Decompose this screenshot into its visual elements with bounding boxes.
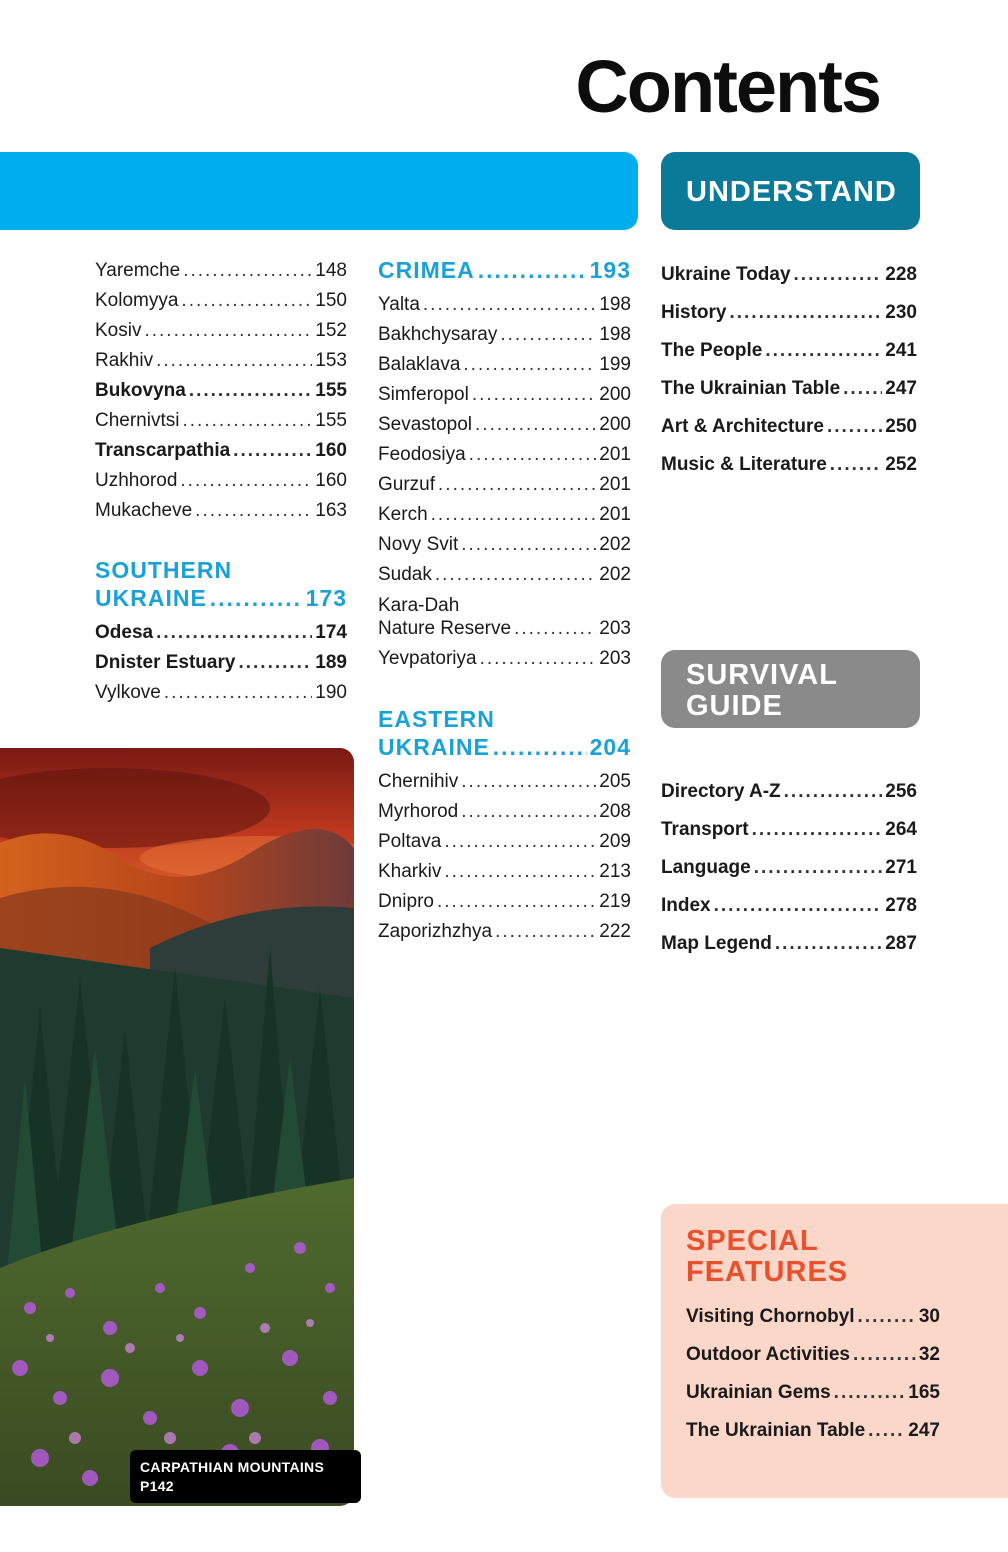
- toc-column-1: [95, 256, 347, 708]
- survival-guide-heading: SURVIVAL GUIDE: [661, 650, 920, 728]
- toc-entry[interactable]: Index ..... 278: [661, 887, 917, 925]
- special-features-box: [661, 1204, 1008, 1498]
- toc-entry[interactable]: Chernivtsi ..... 155: [95, 406, 347, 436]
- toc-entry[interactable]: Kolomyya ..... 150: [95, 286, 347, 316]
- toc-entry[interactable]: Ukrainian Gems ..... 165: [686, 1374, 940, 1412]
- toc-entry[interactable]: Feodosiya ..... 201: [378, 440, 631, 470]
- toc-entry[interactable]: Yevpatoriya ..... 203: [378, 644, 631, 674]
- understand-heading: UNDERSTAND: [661, 152, 920, 230]
- toc-entry[interactable]: Bukovyna ..... 155: [95, 376, 347, 406]
- toc-entry[interactable]: Odesa ..... 174: [95, 618, 347, 648]
- understand-list: [661, 256, 917, 484]
- toc-entry[interactable]: Language ..... 271: [661, 849, 917, 887]
- toc-entry[interactable]: Chernihiv ..... 205: [378, 767, 631, 797]
- toc-entry[interactable]: Bakhchysaray ..... 198: [378, 320, 631, 350]
- toc-entry[interactable]: Kerch ..... 201: [378, 500, 631, 530]
- toc-entry[interactable]: Myrhorod ..... 208: [378, 797, 631, 827]
- toc-entry[interactable]: Dnipro ..... 219: [378, 887, 631, 917]
- toc-entry[interactable]: Balaklava ..... 199: [378, 350, 631, 380]
- toc-entry[interactable]: Visiting Chornobyl ..... 30: [686, 1298, 940, 1336]
- toc-column-2: [378, 256, 631, 947]
- toc-entry[interactable]: Ukraine Today ..... 228: [661, 256, 917, 294]
- toc-entry[interactable]: Music & Literature ..... 252: [661, 446, 917, 484]
- toc-entry[interactable]: Simferopol ..... 200: [378, 380, 631, 410]
- toc-entry[interactable]: Rakhiv ..... 153: [95, 346, 347, 376]
- page-title: Contents: [575, 45, 880, 128]
- toc-entry[interactable]: Novy Svit ..... 202: [378, 530, 631, 560]
- toc-entry[interactable]: Uzhhorod ..... 160: [95, 466, 347, 496]
- toc-entry[interactable]: The Ukrainian Table ..... 247: [661, 370, 917, 408]
- toc-entry[interactable]: Map Legend ..... 287: [661, 925, 917, 963]
- toc-entry[interactable]: Vylkove ..... 190: [95, 678, 347, 708]
- toc-entry[interactable]: The Ukrainian Table ..... 247: [686, 1412, 940, 1450]
- toc-entry[interactable]: Directory A-Z ..... 256: [661, 773, 917, 811]
- toc-entry[interactable]: Transcarpathia ..... 160: [95, 436, 347, 466]
- photo-caption[interactable]: CARPATHIAN MOUNTAINS P142: [130, 1450, 361, 1503]
- toc-entry[interactable]: Gurzuf ..... 201: [378, 470, 631, 500]
- toc-entry[interactable]: Yaremche ..... 148: [95, 256, 347, 286]
- toc-entry[interactable]: Kara-Dah Nature Reserve ..... 203: [378, 594, 631, 640]
- toc-entry[interactable]: Kosiv ..... 152: [95, 316, 347, 346]
- toc-entry[interactable]: Yalta ..... 198: [378, 290, 631, 320]
- special-features-heading: SPECIAL FEATURES: [686, 1225, 849, 1288]
- toc-entry[interactable]: Outdoor Activities ..... 32: [686, 1336, 940, 1374]
- toc-entry[interactable]: Sevastopol ..... 200: [378, 410, 631, 440]
- toc-entry[interactable]: Transport ..... 264: [661, 811, 917, 849]
- section-heading-crimea[interactable]: CRIMEA ..... 193: [378, 256, 631, 284]
- survival-guide-list: [661, 773, 917, 963]
- toc-entry[interactable]: Poltava ..... 209: [378, 827, 631, 857]
- toc-entry[interactable]: Dnister Estuary ..... 189: [95, 648, 347, 678]
- landscape-illustration: [0, 748, 354, 1506]
- toc-entry[interactable]: Kharkiv ..... 213: [378, 857, 631, 887]
- section-heading-eastern-ukraine[interactable]: EASTERN UKRAINE ..... 204: [378, 705, 631, 761]
- blue-header-bar: [0, 152, 638, 230]
- carpathian-mountains-photo: [0, 748, 354, 1506]
- toc-entry[interactable]: History ..... 230: [661, 294, 917, 332]
- toc-entry[interactable]: The People ..... 241: [661, 332, 917, 370]
- toc-entry[interactable]: Sudak ..... 202: [378, 560, 631, 590]
- toc-entry[interactable]: Mukacheve ..... 163: [95, 496, 347, 526]
- section-heading-southern-ukraine[interactable]: SOUTHERN UKRAINE ..... 173: [95, 556, 347, 612]
- toc-entry[interactable]: Art & Architecture ..... 250: [661, 408, 917, 446]
- toc-entry[interactable]: Zaporizhzhya ..... 222: [378, 917, 631, 947]
